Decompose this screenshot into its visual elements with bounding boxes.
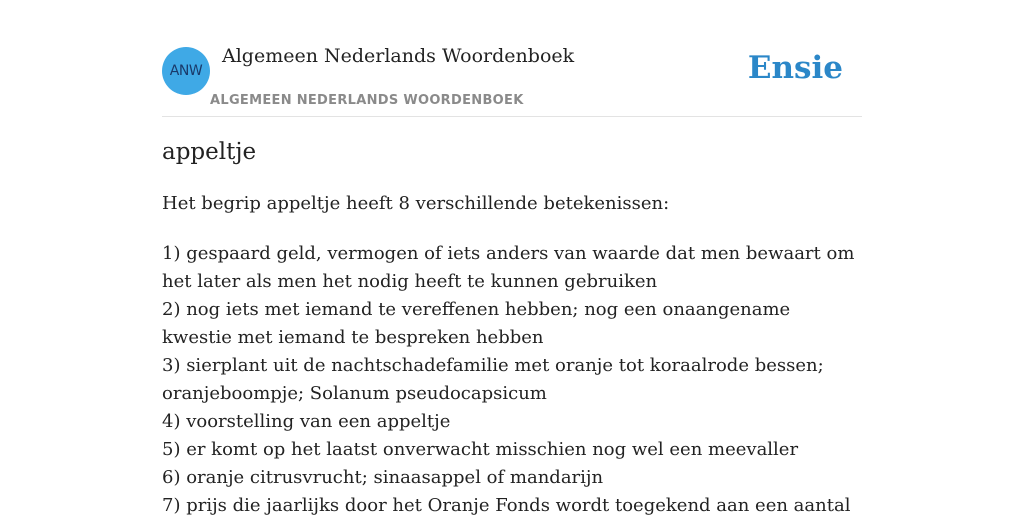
page — [162, 0, 862, 516]
ensie-logo[interactable]: Ensie — [747, 50, 843, 86]
meaning-item: 1) gespaard geld, vermogen of iets anders van waarde dat men bewaart om het later als men het nodig heeft te kunnen gebruiken — [162, 243, 855, 292]
header — [162, 0, 862, 117]
meaning-item: 3) sierplant uit de nachtschadefamilie met oranje tot koraalrode bessen; oranjeboompje; Solanum pseudocapsicum — [162, 355, 824, 404]
meaning-item: 6) oranje citrusvrucht; sinaasappel of mandarijn — [162, 467, 604, 488]
meaning-item: 5) er komt op het laatst onverwacht misschien nog wel een meevaller — [162, 439, 799, 460]
entry-word: appeltje — [162, 139, 257, 165]
meaning-item: 2) nog iets met iemand te vereffenen hebben; nog een onaangename kwestie met iemand te bespreken hebben — [162, 299, 791, 348]
meaning-item: 7) prijs die jaarlijks door het Oranje Fonds wordt toegekend aan een aantal — [162, 495, 851, 516]
meanings-list — [162, 240, 862, 520]
dictionary-title[interactable]: Algemeen Nederlands Woordenboek — [222, 45, 575, 67]
meaning-item: 4) voorstelling van een appeltje — [162, 411, 451, 432]
anw-logo[interactable]: ANW — [162, 47, 210, 95]
dictionary-subtitle: ALGEMEEN NEDERLANDS WOORDENBOEK — [210, 93, 524, 108]
entry-intro: Het begrip appeltje heeft 8 verschillende betekenissen: — [162, 193, 670, 214]
